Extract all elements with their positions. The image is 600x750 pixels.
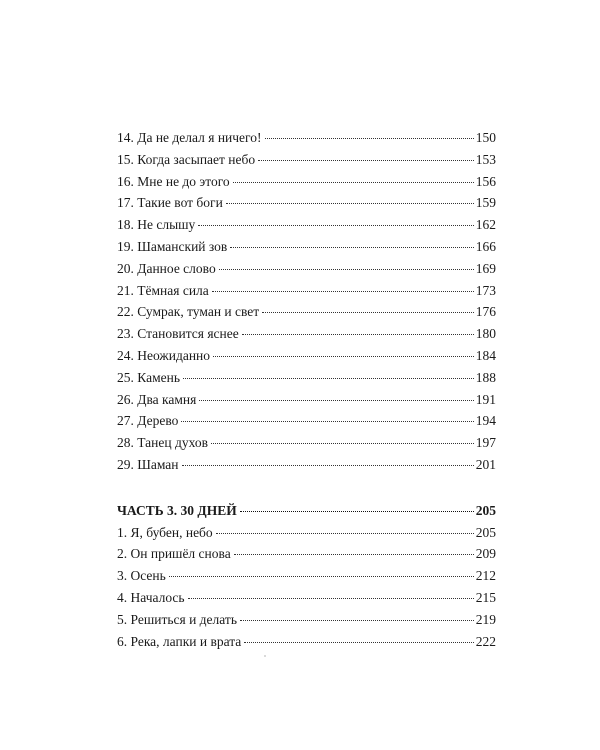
toc-entry-title: 18. Не слышу (117, 217, 196, 233)
toc-entry (117, 522, 496, 544)
toc-entry-title: 16. Мне не до этого (117, 173, 230, 189)
dot-leader (183, 378, 474, 379)
toc-entry-page-number: 169 (475, 260, 496, 276)
toc-entry-page-number: 159 (475, 195, 496, 211)
toc-entry (117, 345, 496, 367)
dot-leader (211, 443, 474, 444)
dot-leader (242, 334, 474, 335)
toc-entry (117, 565, 496, 587)
toc-entry-page-number: 201 (475, 456, 496, 472)
dot-leader (262, 312, 474, 313)
toc-entry-title: 23. Становится яснее (117, 326, 239, 342)
toc-entry-page-number: 191 (475, 391, 496, 407)
part-3-heading (117, 500, 496, 522)
toc-entry (117, 301, 496, 323)
toc-entry-title: 5. Решиться и делать (117, 611, 237, 627)
dot-leader (219, 269, 474, 270)
toc-entry-page-number: 222 (475, 633, 496, 649)
toc-entry-title: 29. Шаман (117, 456, 179, 472)
toc-entry-page-number: 173 (475, 282, 496, 298)
dot-leader (213, 356, 474, 357)
toc-entry (117, 454, 496, 476)
toc-entry-title: 3. Осень (117, 568, 166, 584)
toc-entry-title: 27. Дерево (117, 413, 179, 429)
chapter-list-part-2 (117, 127, 496, 476)
toc-entry (117, 432, 496, 454)
toc-entry-title: 14. Да не делал я ничего! (117, 130, 262, 145)
toc-entry (117, 631, 496, 653)
toc-entry-title: 17. Такие вот боги (117, 195, 223, 211)
toc-entry-page-number: 153 (475, 151, 496, 167)
dot-leader (240, 620, 474, 621)
dot-leader (212, 291, 474, 292)
dot-leader (234, 554, 474, 555)
dot-leader (169, 576, 474, 577)
toc-entry (117, 280, 496, 302)
dot-leader (226, 203, 474, 204)
toc-entry-page-number: 209 (475, 546, 496, 562)
toc-entry-title: 19. Шаманский зов (117, 238, 228, 254)
dot-leader (233, 182, 474, 183)
toc-entry-title: 20. Данное слово (117, 260, 216, 276)
toc-entry (117, 367, 496, 389)
toc-entry-page-number: 180 (475, 326, 496, 342)
toc-entry-page-number: 205 (475, 524, 496, 540)
dot-leader (181, 421, 473, 422)
toc-entry (117, 127, 496, 149)
part-3-title: ЧАСТЬ 3. 30 ДНЕЙ (117, 502, 237, 518)
toc-entry-page-number: 197 (475, 435, 496, 451)
toc-entry-page-number: 156 (475, 173, 496, 189)
toc-entry (117, 323, 496, 345)
toc-entry (117, 149, 496, 171)
dot-leader (240, 511, 474, 512)
dot-leader (216, 533, 474, 534)
toc-entry (117, 410, 496, 432)
dot-leader (258, 160, 474, 161)
toc-entry-title: 15. Когда засыпает небо (117, 151, 256, 167)
dot-leader (230, 247, 473, 248)
toc-entry-page-number: 194 (475, 413, 496, 429)
toc-entry (117, 543, 496, 565)
toc-entry-page-number: 166 (475, 238, 496, 254)
toc-entry-title: 2. Он пришёл снова (117, 546, 231, 562)
toc-entry-title: 1. Я, бубен, небо (117, 524, 213, 540)
dot-leader (244, 642, 473, 643)
toc-entry-title: 28. Танец духов (117, 435, 208, 451)
toc-entry (117, 236, 496, 258)
toc-entry (117, 609, 496, 631)
toc-entry (117, 171, 496, 193)
dot-leader (265, 138, 474, 139)
dot-leader (198, 225, 473, 226)
toc-entry-title: 6. Река, лапки и врата (117, 633, 242, 649)
toc-entry-page-number: 188 (475, 369, 496, 385)
toc-entry-title: 21. Тёмная сила (117, 282, 209, 298)
scan-speck (264, 655, 266, 657)
toc-entry (117, 258, 496, 280)
toc-entry-page-number: 176 (475, 304, 496, 320)
chapter-list-part-3 (117, 522, 496, 653)
toc-entry-title: 25. Камень (117, 369, 180, 385)
toc-entry-title: 26. Два камня (117, 391, 197, 407)
dot-leader (188, 598, 474, 599)
toc-entry (117, 192, 496, 214)
toc-entry-page-number: 150 (475, 130, 496, 145)
toc-entry-title: 4. Началось (117, 589, 185, 605)
toc-entry (117, 389, 496, 411)
toc-entry-page-number: 212 (475, 568, 496, 584)
dot-leader (199, 400, 473, 401)
toc-entry (117, 214, 496, 236)
table-of-contents (117, 127, 496, 652)
toc-entry-title: 24. Неожиданно (117, 347, 211, 363)
dot-leader (182, 465, 474, 466)
toc-entry-page-number: 219 (475, 611, 496, 627)
toc-entry-page-number: 215 (475, 589, 496, 605)
part-3-page-number: 205 (475, 502, 496, 518)
toc-entry (117, 587, 496, 609)
toc-entry-page-number: 162 (475, 217, 496, 233)
toc-entry-title: 22. Сумрак, туман и свет (117, 304, 260, 320)
toc-entry-page-number: 184 (475, 347, 496, 363)
